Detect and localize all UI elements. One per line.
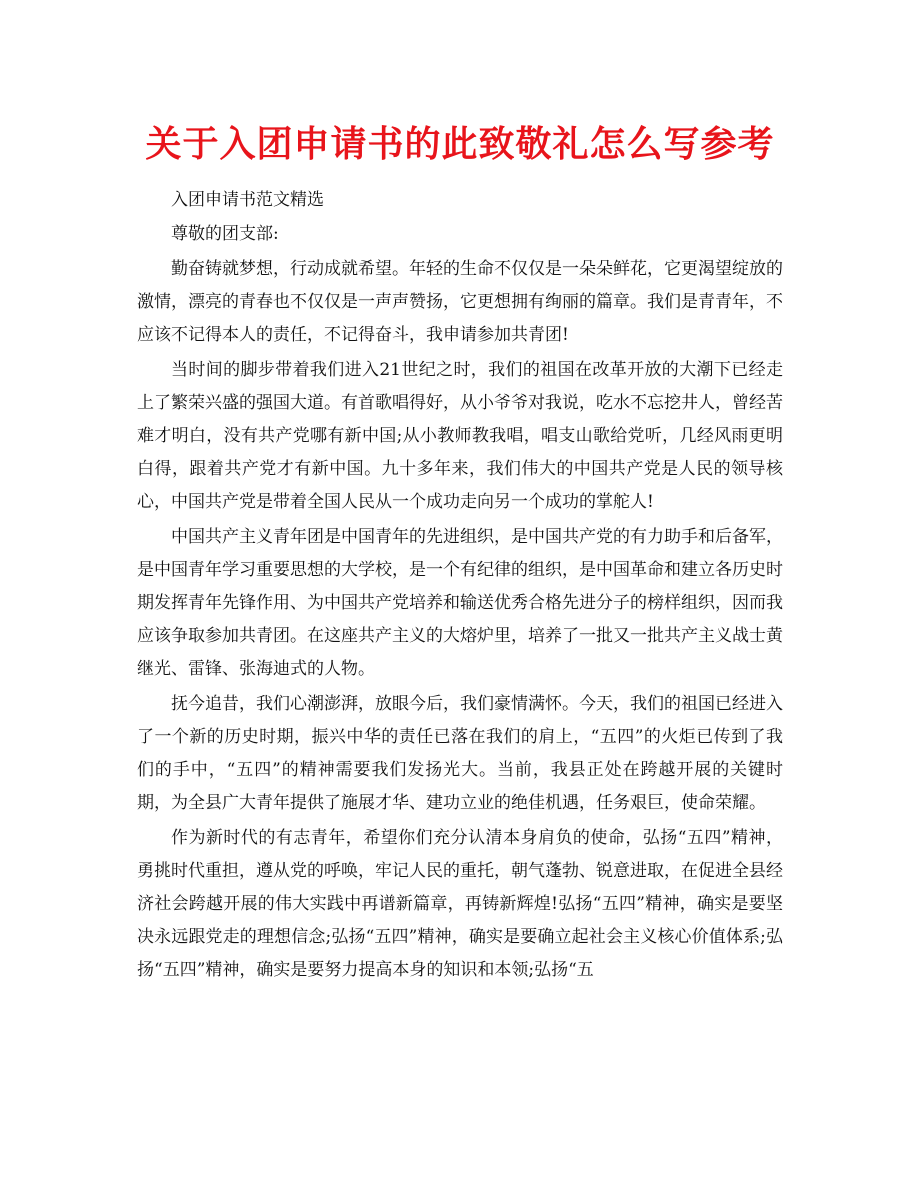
salutation: 尊敬的团支部:	[171, 224, 279, 244]
body-paragraph: 作为新时代的有志青年，希望你们充分认清本身肩负的使命，弘扬“五四”精神，勇挑时代重担，遵从党的呼唤，牢记人民的重托，朝气蓬勃、锐意进取，在促进全县经济社会跨越开展的伟大实践中再谱新篇章，再铸新辉煌!弘扬“五四”精神，确实是要坚决永远跟党走的理想信念;弘扬“五四”精神，确实是要确立起社会主义核心价值体系;弘扬“五四”精神，确实是要努力提高本身的知识和本领;弘扬“五	[137, 828, 783, 980]
body-paragraph: 中国共产主义青年团是中国青年的先进组织，是中国共产党的有力助手和后备军，是中国青年学习重要思想的大学校，是一个有纪律的组织，是中国革命和建立各历史时期发挥青年先锋作用、为中国共产党培养和输送优秀合格先进分子的榜样组织，因而我应该争取参加共青团。在这座共产主义的大熔炉里，培养了一批又一批共产主义战士黄继光、雷锋、张海迪式的人物。	[137, 527, 783, 679]
document-subtitle: 入团申请书范文精选	[171, 190, 324, 210]
body-paragraph: 当时间的脚步带着我们进入21世纪之时，我们的祖国在改革开放的大潮下已经走上了繁荣兴盛的强国大道。有首歌唱得好，从小爷爷对我说，吃水不忘挖井人，曾经苦难才明白，没有共产党哪有新中国;从小教师教我唱，唱支山歌给党听，几经风雨更明白得，跟着共产党才有新中国。九十多年来，我们伟大的中国共产党是人民的领导核心，中国共产党是带着全国人民从一个成功走向另一个成功的掌舵人!	[137, 360, 783, 512]
body-paragraph: 抚今追昔，我们心潮澎湃，放眼今后，我们豪情满怀。今天，我们的祖国已经进入了一个新的历史时期，振兴中华的责任已落在我们的肩上，“五四”的火炬已传到了我们的手中，“五四”的精神需要我们发扬光大。当前，我县正处在跨越开展的关键时期，为全县广大青年提供了施展才华、建功立业的绝佳机遇，任务艰巨，使命荣耀。	[137, 694, 783, 813]
body-paragraph: 勤奋铸就梦想，行动成就希望。年轻的生命不仅仅是一朵朵鲜花，它更渴望绽放的激情，漂亮的青春也不仅仅是一声声赞扬，它更想拥有绚丽的篇章。我们是青青年，不应该不记得本人的责任，不记得奋斗，我申请参加共青团!	[137, 259, 783, 345]
document-title: 关于入团申请书的此致敬礼怎么写参考	[145, 124, 775, 165]
